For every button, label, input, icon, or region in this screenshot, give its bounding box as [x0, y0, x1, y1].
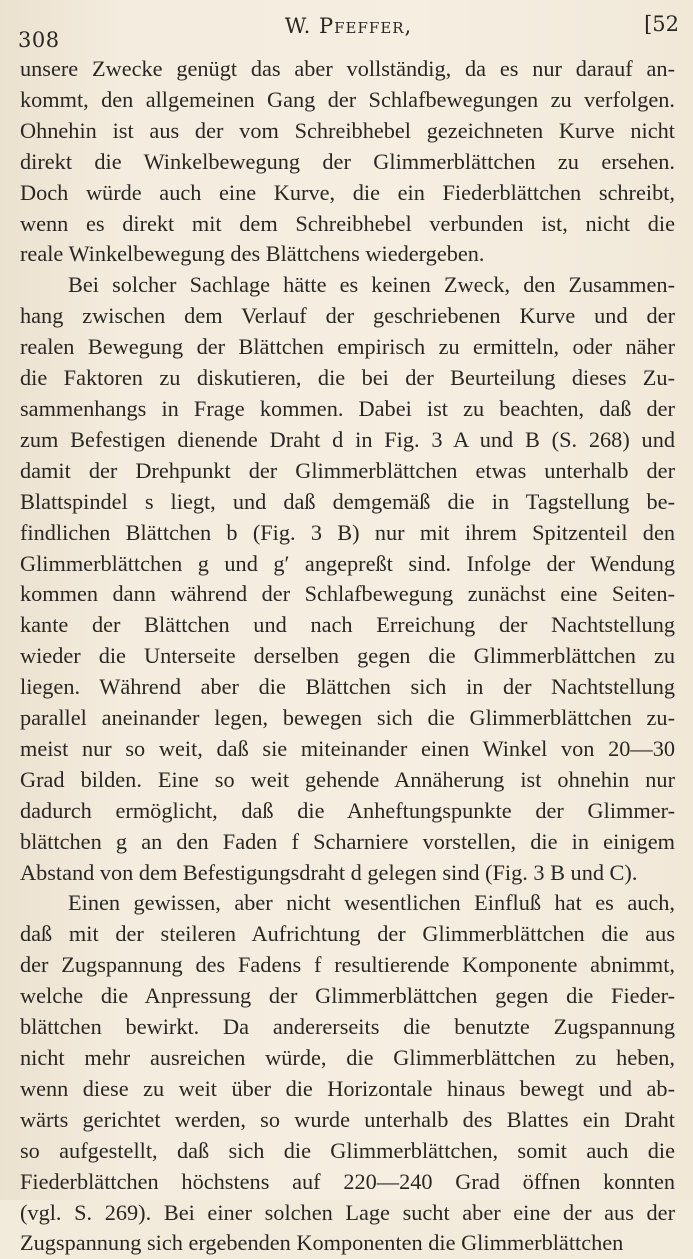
text-line: nicht mehr ausreichen würde, die Glimmerblättchen zu heben, — [20, 1045, 675, 1070]
text-line: realen Bewegung der Blättchen empirisch zu ermitteln, oder näher — [20, 334, 675, 360]
text-line: der Zugspannung des Fadens f resultierende Komponente abnimmt, — [20, 952, 675, 978]
paragraph — [20, 888, 675, 1259]
text-line: dadurch ermöglicht, daß die Anheftungspunkte der Glimmer- — [20, 797, 675, 823]
page-header — [18, 8, 679, 52]
text-line: Blattspindel s liegt, und daß demgemäß die in Tagstellung be- — [20, 488, 675, 514]
text-line: wenn diese zu weit über die Horizontale hinaus bewegt und ab- — [20, 1075, 675, 1101]
text-line: zum Befestigen dienende Draht d in Fig. 3 A und B (S. 268) und — [20, 426, 675, 452]
text-line: daß mit der steileren Aufrichtung der Glimmerblättchen die aus — [20, 921, 675, 947]
text-line: kommen dann während der Schlafbewegung zunächst eine Seiten- — [20, 581, 675, 607]
text-line: hang zwischen dem Verlauf der geschriebenen Kurve und der — [20, 303, 675, 329]
text-line: so aufgestellt, daß sich die Glimmerblättchen, somit auch die — [20, 1137, 675, 1163]
text-line: Fiederblättchen höchstens auf 220—240 Grad öffnen konnten — [20, 1168, 675, 1194]
body-text — [20, 54, 675, 1259]
paragraph — [20, 270, 675, 888]
text-line: reale Winkelbewegung des Blättchens wiedergeben. — [20, 241, 485, 267]
text-line: Grad bilden. Eine so weit gehende Annäherung ist ohnehin nur — [20, 766, 675, 792]
paragraph — [20, 54, 675, 270]
text-line: Bei solcher Sachlage hätte es keinen Zweck, den Zusammen- — [68, 272, 675, 298]
text-line: blättchen bewirkt. Da andererseits die benutzte Zugspannung — [20, 1014, 675, 1040]
text-line: (vgl. S. 269). Bei einer solchen Lage sucht aber eine der aus der — [20, 1199, 675, 1225]
text-line: Ohnehin ist aus der vom Schreibhebel gezeichneten Kurve nicht — [20, 117, 675, 143]
text-line: Einen gewissen, aber nicht wesentlichen Einfluß hat es auch, — [68, 890, 675, 916]
text-line: direkt die Winkelbewegung der Glimmerblättchen zu ersehen. — [20, 148, 675, 174]
text-line: welche die Anpressung der Glimmerblättchen gegen die Fieder- — [20, 983, 675, 1009]
text-line: damit der Drehpunkt der Glimmerblättchen etwas unterhalb der — [20, 457, 675, 483]
text-line: parallel aneinander legen, bewegen sich die Glimmerblättchen zu- — [20, 705, 675, 731]
text-line: Zugspannung sich ergebenden Komponenten die Glimmerblättchen — [20, 1230, 624, 1256]
text-line: meist nur so weit, daß sie miteinander einen Winkel von 20—30 — [20, 735, 675, 761]
text-line: wenn es direkt mit dem Schreibhebel verbunden ist, nicht die — [20, 210, 675, 236]
text-line: blättchen g an den Faden f Scharniere vorstellen, die in einigem — [20, 828, 675, 854]
text-line: kommt, den allgemeinen Gang der Schlafbewegungen zu verfolgen. — [20, 86, 675, 112]
text-line: liegen. Während aber die Blättchen sich in der Nachtstellung — [20, 674, 675, 700]
text-line: Doch würde auch eine Kurve, die ein Fiederblättchen schreibt, — [20, 179, 675, 205]
text-line: die Faktoren zu diskutieren, die bei der Beurteilung dieses Zu- — [20, 365, 675, 391]
text-line: kante der Blättchen und nach Erreichung der Nachtstellung — [20, 612, 675, 638]
text-line: wärts gerichtet werden, so wurde unterhalb des Blattes ein Draht — [20, 1106, 675, 1132]
text-line: Abstand von dem Befestigungsdraht d gelegen sind (Fig. 3 B und C). — [20, 859, 638, 885]
text-line: Glimmerblättchen g und g′ angepreßt sind. Infolge der Wendung — [20, 550, 675, 576]
page-number: 308 — [18, 28, 60, 52]
text-line: findlichen Blättchen b (Fig. 3 B) nur mit ihrem Spitzenteil den — [20, 519, 675, 545]
text-line: sammenhangs in Frage kommen. Dabei ist zu beachten, daß der — [20, 395, 675, 421]
running-head: W. Pfeffer, — [284, 14, 413, 38]
text-line: wieder die Unterseite derselben gegen die Glimmerblättchen zu — [20, 643, 675, 669]
text-line: unsere Zwecke genügt das aber vollständig, da es nur darauf an- — [20, 56, 675, 81]
original-page-number: [52 — [644, 12, 679, 36]
